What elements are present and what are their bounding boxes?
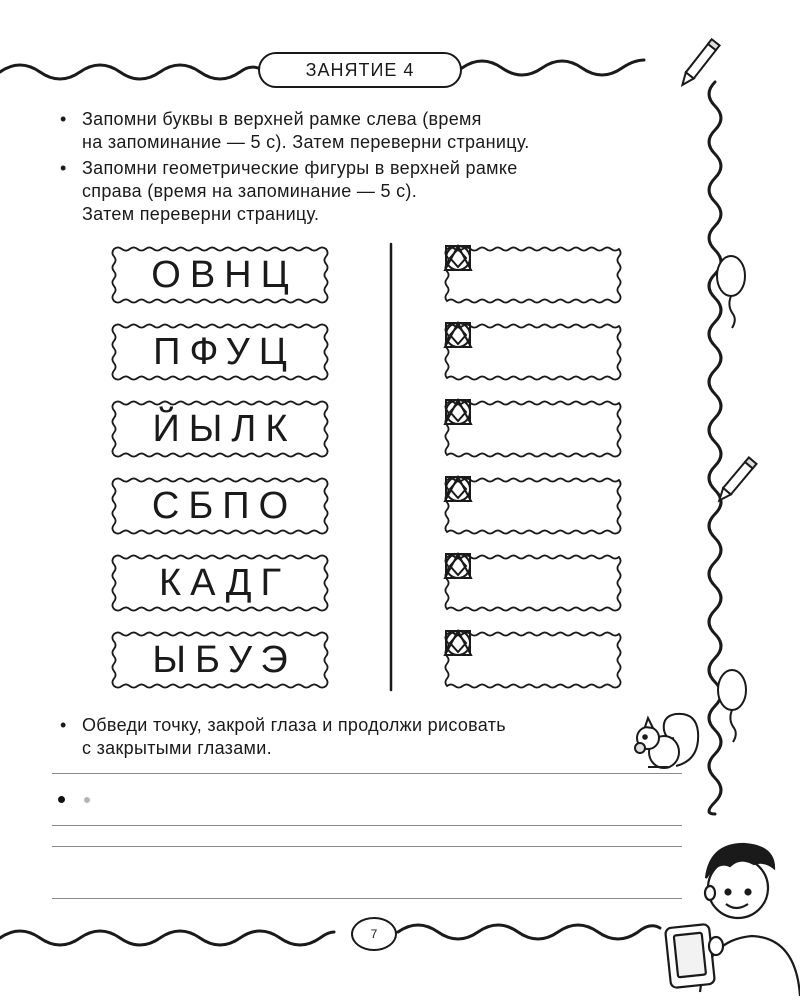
bottom-wavy-border [0,931,334,945]
pencil-icon [678,39,719,88]
letter-sequence: ЙЫЛК [152,407,297,450]
start-dot[interactable] [58,796,65,803]
square-icon [443,551,473,581]
diamond-icon [443,397,473,427]
bullet: • [60,715,67,735]
shape-card [443,320,623,384]
instruction-line: с закрытыми глазами. [82,738,272,758]
letter-card [110,551,330,615]
letter-card [110,320,330,384]
right-wavy-border [709,82,721,814]
squirrel-icon [635,714,698,768]
shape-card [443,397,623,461]
shape-card [443,551,623,615]
writing-line [52,825,682,826]
instruction-line: Обведи точку, закрой глаза и продолжи рисовать [82,715,506,735]
trace-dot [84,797,90,803]
letter-card [110,243,330,307]
balloon-icon [718,670,746,742]
square-icon [443,628,473,658]
shape-sequence [443,551,623,615]
bullet: • [60,109,67,129]
square-icon [443,243,473,273]
shape-sequence [443,474,623,538]
balloon-icon [717,256,745,328]
pencil-icon [715,457,756,503]
boy-with-tablet-icon [665,844,800,996]
writing-line [52,773,682,774]
shape-sequence [443,320,623,384]
instruction-line: на запоминание — 5 с). Затем переверни страницу. [82,132,530,152]
shape-card [443,628,623,692]
shape-sequence [443,397,623,461]
instruction-line: справа (время на запоминание — 5 с). [82,181,418,201]
letter-card [110,474,330,538]
letter-sequence: ПФУЦ [153,330,296,373]
bullet: • [60,158,67,178]
letter-card [110,628,330,692]
shape-card [443,243,623,307]
instruction-line: Запомни геометрические фигуры в верхней рамке [82,158,518,178]
writing-line [52,846,682,847]
letter-sequence: СБПО [151,484,298,527]
letter-sequence: ОВНЦ [151,253,298,296]
letter-sequence: КАДГ [158,561,291,604]
top-wavy-border [0,65,258,79]
instruction-line: Затем переверни страницу. [82,204,320,224]
instruction-line: Запомни буквы в верхней рамке слева (время [82,109,482,129]
shape-sequence [443,243,623,307]
page-number: 7 [351,917,397,951]
writing-line [52,898,682,899]
shape-sequence [443,628,623,692]
circle-icon [443,320,473,350]
letter-sequence: ЫБУЭ [152,638,297,681]
lesson-title: ЗАНЯТИЕ 4 [258,52,462,88]
shape-card [443,474,623,538]
letter-card [110,397,330,461]
square-icon [443,474,473,504]
